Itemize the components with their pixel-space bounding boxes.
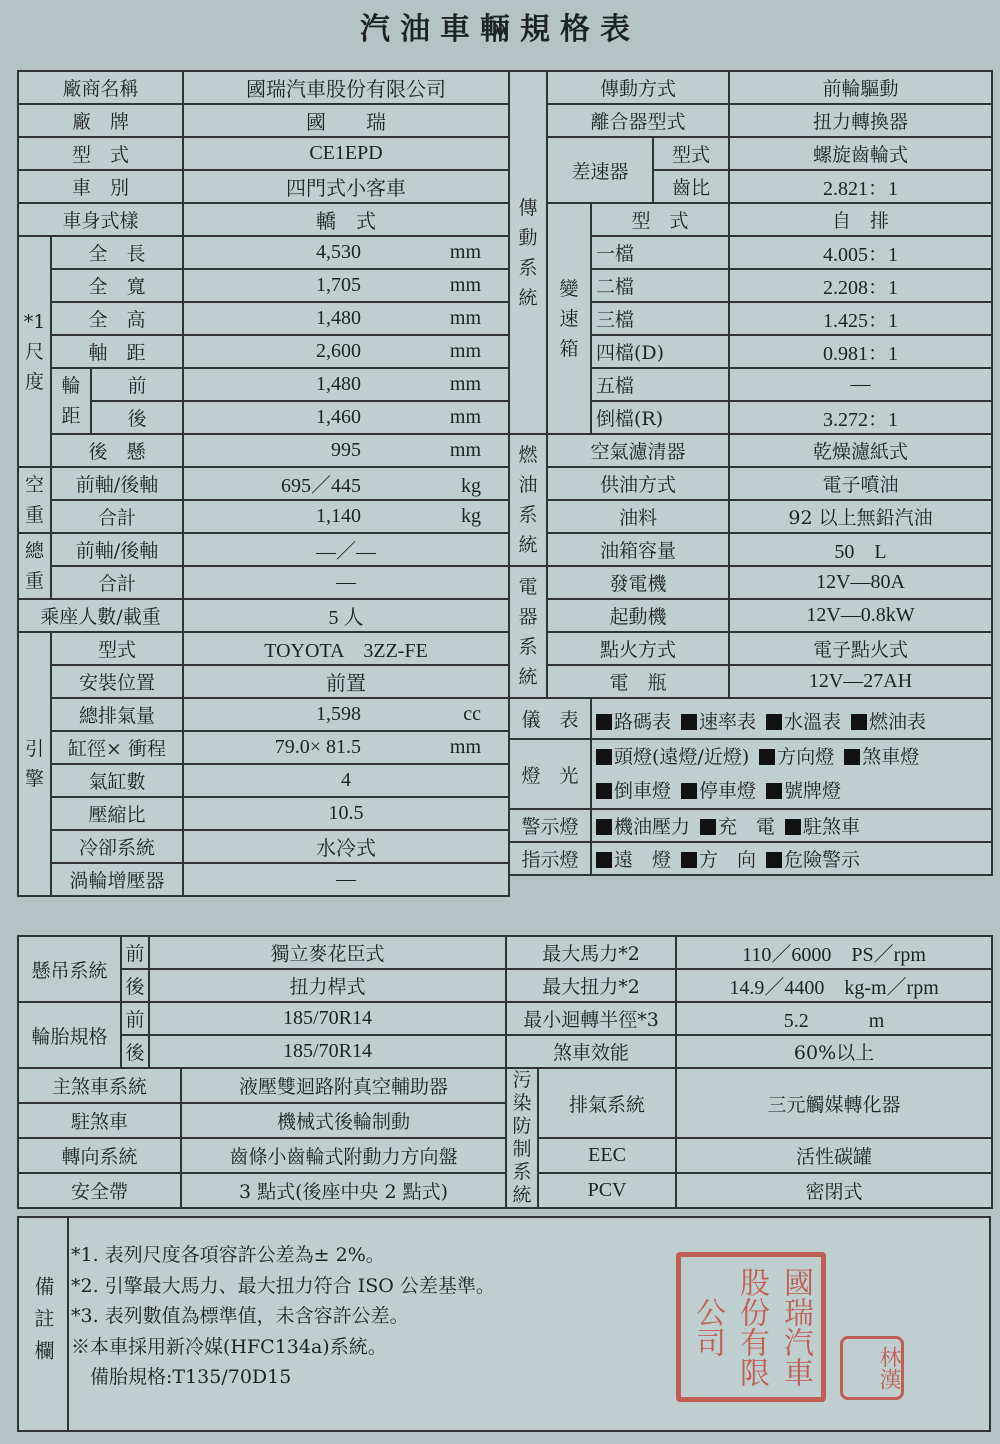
label: 車身式樣 [18, 203, 183, 236]
checkbox-icon [681, 714, 697, 730]
label: 油料 [547, 500, 729, 533]
value: 2.821：1 [729, 170, 992, 203]
note-line: *1. 表列尺度各項容許公差為± 2%。 [71, 1244, 385, 1266]
label: 前軸/後軸 [51, 467, 183, 500]
value: 獨立麥花臣式 [149, 936, 506, 969]
label: 發電機 [547, 566, 729, 599]
left-spec-table [17, 70, 510, 897]
maker-value: 國瑞汽車股份有限公司 [183, 71, 509, 104]
cell-text: 遠 燈 [614, 849, 672, 871]
warning-lights-list [591, 809, 992, 842]
value: 液壓雙迴路附真空輔助器 [181, 1068, 506, 1103]
note-line: 備胎規格:T135/70D15 [71, 1366, 292, 1388]
cell-text: 頭燈(遠燈/近燈) [614, 746, 750, 768]
checkbox-icon [766, 714, 782, 730]
checkbox-icon [785, 819, 801, 835]
cell-text: 1,598 [316, 703, 362, 725]
value: 10.5 [183, 797, 509, 830]
label: 傳動方式 [547, 71, 729, 104]
cell-text [681, 711, 756, 733]
value: 110／6000 PS／rpm [676, 936, 992, 969]
lights-label: 燈 光 [509, 739, 591, 809]
cell-text: 煞車燈 [862, 746, 920, 768]
cell-text [700, 816, 775, 838]
label: 三檔 [591, 302, 729, 335]
label: 空氣濾清器 [547, 434, 729, 467]
cell-text [18, 936, 992, 1208]
cell-text [681, 780, 756, 802]
cell-text: kg [461, 505, 482, 527]
page-title: 汽油車輛規格表 [360, 12, 640, 47]
fuel-group: 燃油系統 [509, 434, 547, 566]
cell-text [785, 816, 860, 838]
cell-text: mm [449, 307, 482, 329]
cell-text: mm [449, 373, 482, 395]
checkbox-icon [596, 783, 612, 799]
value [183, 731, 509, 764]
cell-text: 方 向 [699, 849, 757, 871]
label: 一檔 [591, 236, 729, 269]
cell-text [509, 71, 992, 875]
label: 缸徑× 衝程 [51, 731, 183, 764]
cell-text [596, 780, 671, 802]
value: 螺旋齒輪式 [729, 137, 992, 170]
model-value: CE1EPD [183, 137, 509, 170]
label: 離合器型式 [547, 104, 729, 137]
cell-text [766, 780, 841, 802]
value: 扭力桿式 [149, 969, 506, 1002]
cell-text [71, 1240, 495, 1393]
cell-text: 路碼表 [614, 711, 672, 733]
cell-text: 燃油表 [869, 711, 927, 733]
cell-text: 停車燈 [699, 780, 757, 802]
cell-text [766, 711, 841, 733]
indicator-lights-label: 指示燈 [509, 842, 591, 875]
pollution-group: 污染防制系統 [506, 1068, 538, 1208]
value: 3 點式(後座中央 2 點式) [181, 1173, 506, 1208]
label: 最小迴轉半徑*3 [506, 1002, 676, 1035]
label: 煞車效能 [506, 1035, 676, 1068]
label: 駐煞車 [18, 1103, 181, 1138]
cell-text: mm [449, 736, 482, 758]
value [183, 302, 509, 335]
value: 12V—0.8kW [729, 599, 992, 632]
value: — [183, 863, 509, 896]
label: 最大扭力*2 [506, 969, 676, 1002]
value: 60%以上 [676, 1035, 992, 1068]
label: 冷卻系統 [51, 830, 183, 863]
cell-text [596, 816, 690, 838]
cell-text: mm [449, 406, 482, 428]
label: 車 別 [18, 170, 183, 203]
tread-group: 輪距 [51, 368, 91, 434]
label: 後 [121, 1035, 149, 1068]
checkbox-icon [844, 749, 860, 765]
value: — [729, 368, 992, 401]
label: 點火方式 [547, 632, 729, 665]
value: 3.272：1 [729, 401, 992, 434]
cell-text: 1,705 [316, 274, 362, 296]
value: 三元觸媒轉化器 [676, 1068, 992, 1138]
value: —／— [183, 533, 509, 566]
label: 後 [91, 401, 183, 434]
meters-label: 儀 表 [509, 698, 591, 739]
checkbox-icon [766, 783, 782, 799]
cell-text: mm [449, 274, 482, 296]
label: 廠商名稱 [18, 71, 183, 104]
label: 齒比 [653, 170, 729, 203]
value: 185/70R14 [149, 1035, 506, 1068]
value [183, 401, 509, 434]
value: 電子噴油 [729, 467, 992, 500]
label: 型 式 [591, 203, 729, 236]
cell-text: 倒車燈 [614, 780, 672, 802]
label: 型式 [653, 137, 729, 170]
label: 電 瓶 [547, 665, 729, 698]
value [183, 236, 509, 269]
label: 前軸/後軸 [51, 533, 183, 566]
tire-label: 輪胎規格 [18, 1002, 121, 1068]
label: 渦輪增壓器 [51, 863, 183, 896]
cell-text [766, 849, 860, 871]
differential-label: 差速器 [547, 137, 653, 203]
checkbox-icon [759, 749, 775, 765]
value [183, 500, 509, 533]
value: 水冷式 [183, 830, 509, 863]
cell-text [844, 746, 919, 768]
label: 前 [91, 368, 183, 401]
value: 5.2 m [676, 1002, 992, 1035]
label: 合計 [51, 566, 183, 599]
label: 安裝位置 [51, 665, 183, 698]
label: 總排氣量 [51, 698, 183, 731]
value: 4 [183, 764, 509, 797]
label: 前 [121, 1002, 149, 1035]
label: EEC [538, 1138, 676, 1173]
value: 齒條小齒輪式附動力方向盤 [181, 1138, 506, 1173]
value: 機械式後輪制動 [181, 1103, 506, 1138]
notes-label: 備註欄 [19, 1218, 69, 1430]
cell-text: 危險警示 [784, 849, 861, 871]
label: 安全帶 [18, 1173, 181, 1208]
cell-text: mm [449, 340, 482, 362]
note-line: *2. 引擎最大馬力、最大扭力符合 ISO 公差基準。 [71, 1274, 495, 1297]
value: 2.208：1 [729, 269, 992, 302]
cell-text: 2,600 [316, 340, 362, 362]
cell-text: 1,480 [316, 373, 362, 395]
cell-text [596, 849, 671, 871]
cell-text: cc [463, 703, 482, 725]
value [183, 368, 509, 401]
engine-group: 引擎 [18, 632, 51, 896]
personal-seal-stamp: 林漢 [840, 1336, 904, 1400]
value: 電子點火式 [729, 632, 992, 665]
cell-text: 水溫表 [784, 711, 842, 733]
gross-weight-group: 總重 [18, 533, 51, 599]
label: 油箱容量 [547, 533, 729, 566]
right-spec-table [508, 70, 993, 876]
label: 轉向系統 [18, 1138, 181, 1173]
cell-text: 995 [331, 439, 362, 461]
checkbox-icon [700, 819, 716, 835]
value: 12V—27AH [729, 665, 992, 698]
body-value: 轎 式 [183, 203, 509, 236]
cell-text [596, 746, 749, 768]
indicator-lights-list [591, 842, 992, 875]
cell-text: 號牌燈 [784, 780, 842, 802]
label: 起動機 [547, 599, 729, 632]
cell-text: 速率表 [699, 711, 757, 733]
checkbox-icon [681, 783, 697, 799]
cell-text: 695／445 [281, 475, 362, 497]
cell-text: 79.0× 81.5 [274, 736, 362, 758]
cell-text: 方向燈 [777, 746, 835, 768]
label: 廠 牌 [18, 104, 183, 137]
value: 活性碳罐 [676, 1138, 992, 1173]
label: 氣缸數 [51, 764, 183, 797]
label: 壓縮比 [51, 797, 183, 830]
label: 四檔(D) [591, 335, 729, 368]
value: 前置 [183, 665, 509, 698]
value: 92 以上無鉛汽油 [729, 500, 992, 533]
label: 二檔 [591, 269, 729, 302]
label: 五檔 [591, 368, 729, 401]
label: 型式 [51, 632, 183, 665]
value: TOYOTA 3ZZ-FE [183, 632, 509, 665]
label: 前 [121, 936, 149, 969]
value: 12V—80A [729, 566, 992, 599]
checkbox-icon [596, 714, 612, 730]
value: 0.981：1 [729, 335, 992, 368]
value: 1.425：1 [729, 302, 992, 335]
cell-text: 充 電 [718, 816, 776, 838]
note-line: ※本車採用新冷媒(HFC134a)系統。 [71, 1335, 387, 1358]
cell-text: 機油壓力 [614, 816, 691, 838]
label: 排氣系統 [538, 1068, 676, 1138]
cell-text: 駐煞車 [803, 816, 861, 838]
cell-text: 1,140 [316, 505, 362, 527]
value [183, 335, 509, 368]
empty-weight-group: 空重 [18, 467, 51, 533]
checkbox-icon [596, 852, 612, 868]
checkbox-icon [766, 852, 782, 868]
bottom-spec-table [17, 935, 993, 1209]
label: 倒檔(R) [591, 401, 729, 434]
checkbox-icon [681, 852, 697, 868]
lights-list [591, 739, 992, 809]
label: 合計 [51, 500, 183, 533]
label: 全 長 [51, 236, 183, 269]
label: 後 [121, 969, 149, 1002]
cell-text: mm [449, 439, 482, 461]
value: 乾燥濾紙式 [729, 434, 992, 467]
warning-lights-label: 警示燈 [509, 809, 591, 842]
meters-list [591, 698, 992, 739]
value: 50 L [729, 533, 992, 566]
type-value: 四門式小客車 [183, 170, 509, 203]
cell-text [759, 746, 834, 768]
checkbox-icon [596, 749, 612, 765]
company-seal-stamp: 國瑞汽車股份有限公司 [676, 1252, 826, 1402]
checkbox-icon [596, 819, 612, 835]
label: 型 式 [18, 137, 183, 170]
label: 供油方式 [547, 467, 729, 500]
value [183, 269, 509, 302]
label: 主煞車系統 [18, 1068, 181, 1103]
cell-text [596, 711, 671, 733]
value: 14.9／4400 kg-m／rpm [676, 969, 992, 1002]
label: PCV [538, 1173, 676, 1208]
label: 乘座人數/載重 [18, 599, 183, 632]
value: — [183, 566, 509, 599]
value [183, 434, 509, 467]
label: 後 懸 [51, 434, 183, 467]
value: 扭力轉換器 [729, 104, 992, 137]
cell-text [18, 71, 509, 896]
cell-text: 1,460 [316, 406, 362, 428]
label: 軸 距 [51, 335, 183, 368]
cell-text: 1,480 [316, 307, 362, 329]
note-line: *3. 表列數值為標準值，未含容許公差。 [71, 1305, 409, 1327]
value [183, 467, 509, 500]
cell-text: mm [449, 241, 482, 263]
checkbox-icon [851, 714, 867, 730]
dimension-group: *1 尺度 [18, 236, 51, 467]
brand-value: 國 瑞 [183, 104, 509, 137]
drivetrain-group: 傳動系統 [509, 71, 547, 434]
value: 自 排 [729, 203, 992, 236]
cell-text: 4,530 [316, 241, 362, 263]
cell-text: kg [461, 475, 482, 497]
value: 4.005：1 [729, 236, 992, 269]
cell-text [681, 849, 756, 871]
electrical-group: 電器系統 [509, 566, 547, 698]
value: 185/70R14 [149, 1002, 506, 1035]
value: 密閉式 [676, 1173, 992, 1208]
gearbox-group: 變速箱 [547, 203, 591, 434]
value: 5 人 [183, 599, 509, 632]
label: 最大馬力*2 [506, 936, 676, 969]
cell-text [851, 711, 926, 733]
value: 前輪驅動 [729, 71, 992, 104]
suspension-label: 懸吊系統 [18, 936, 121, 1002]
label: 全 寬 [51, 269, 183, 302]
value [183, 698, 509, 731]
label: 全 高 [51, 302, 183, 335]
